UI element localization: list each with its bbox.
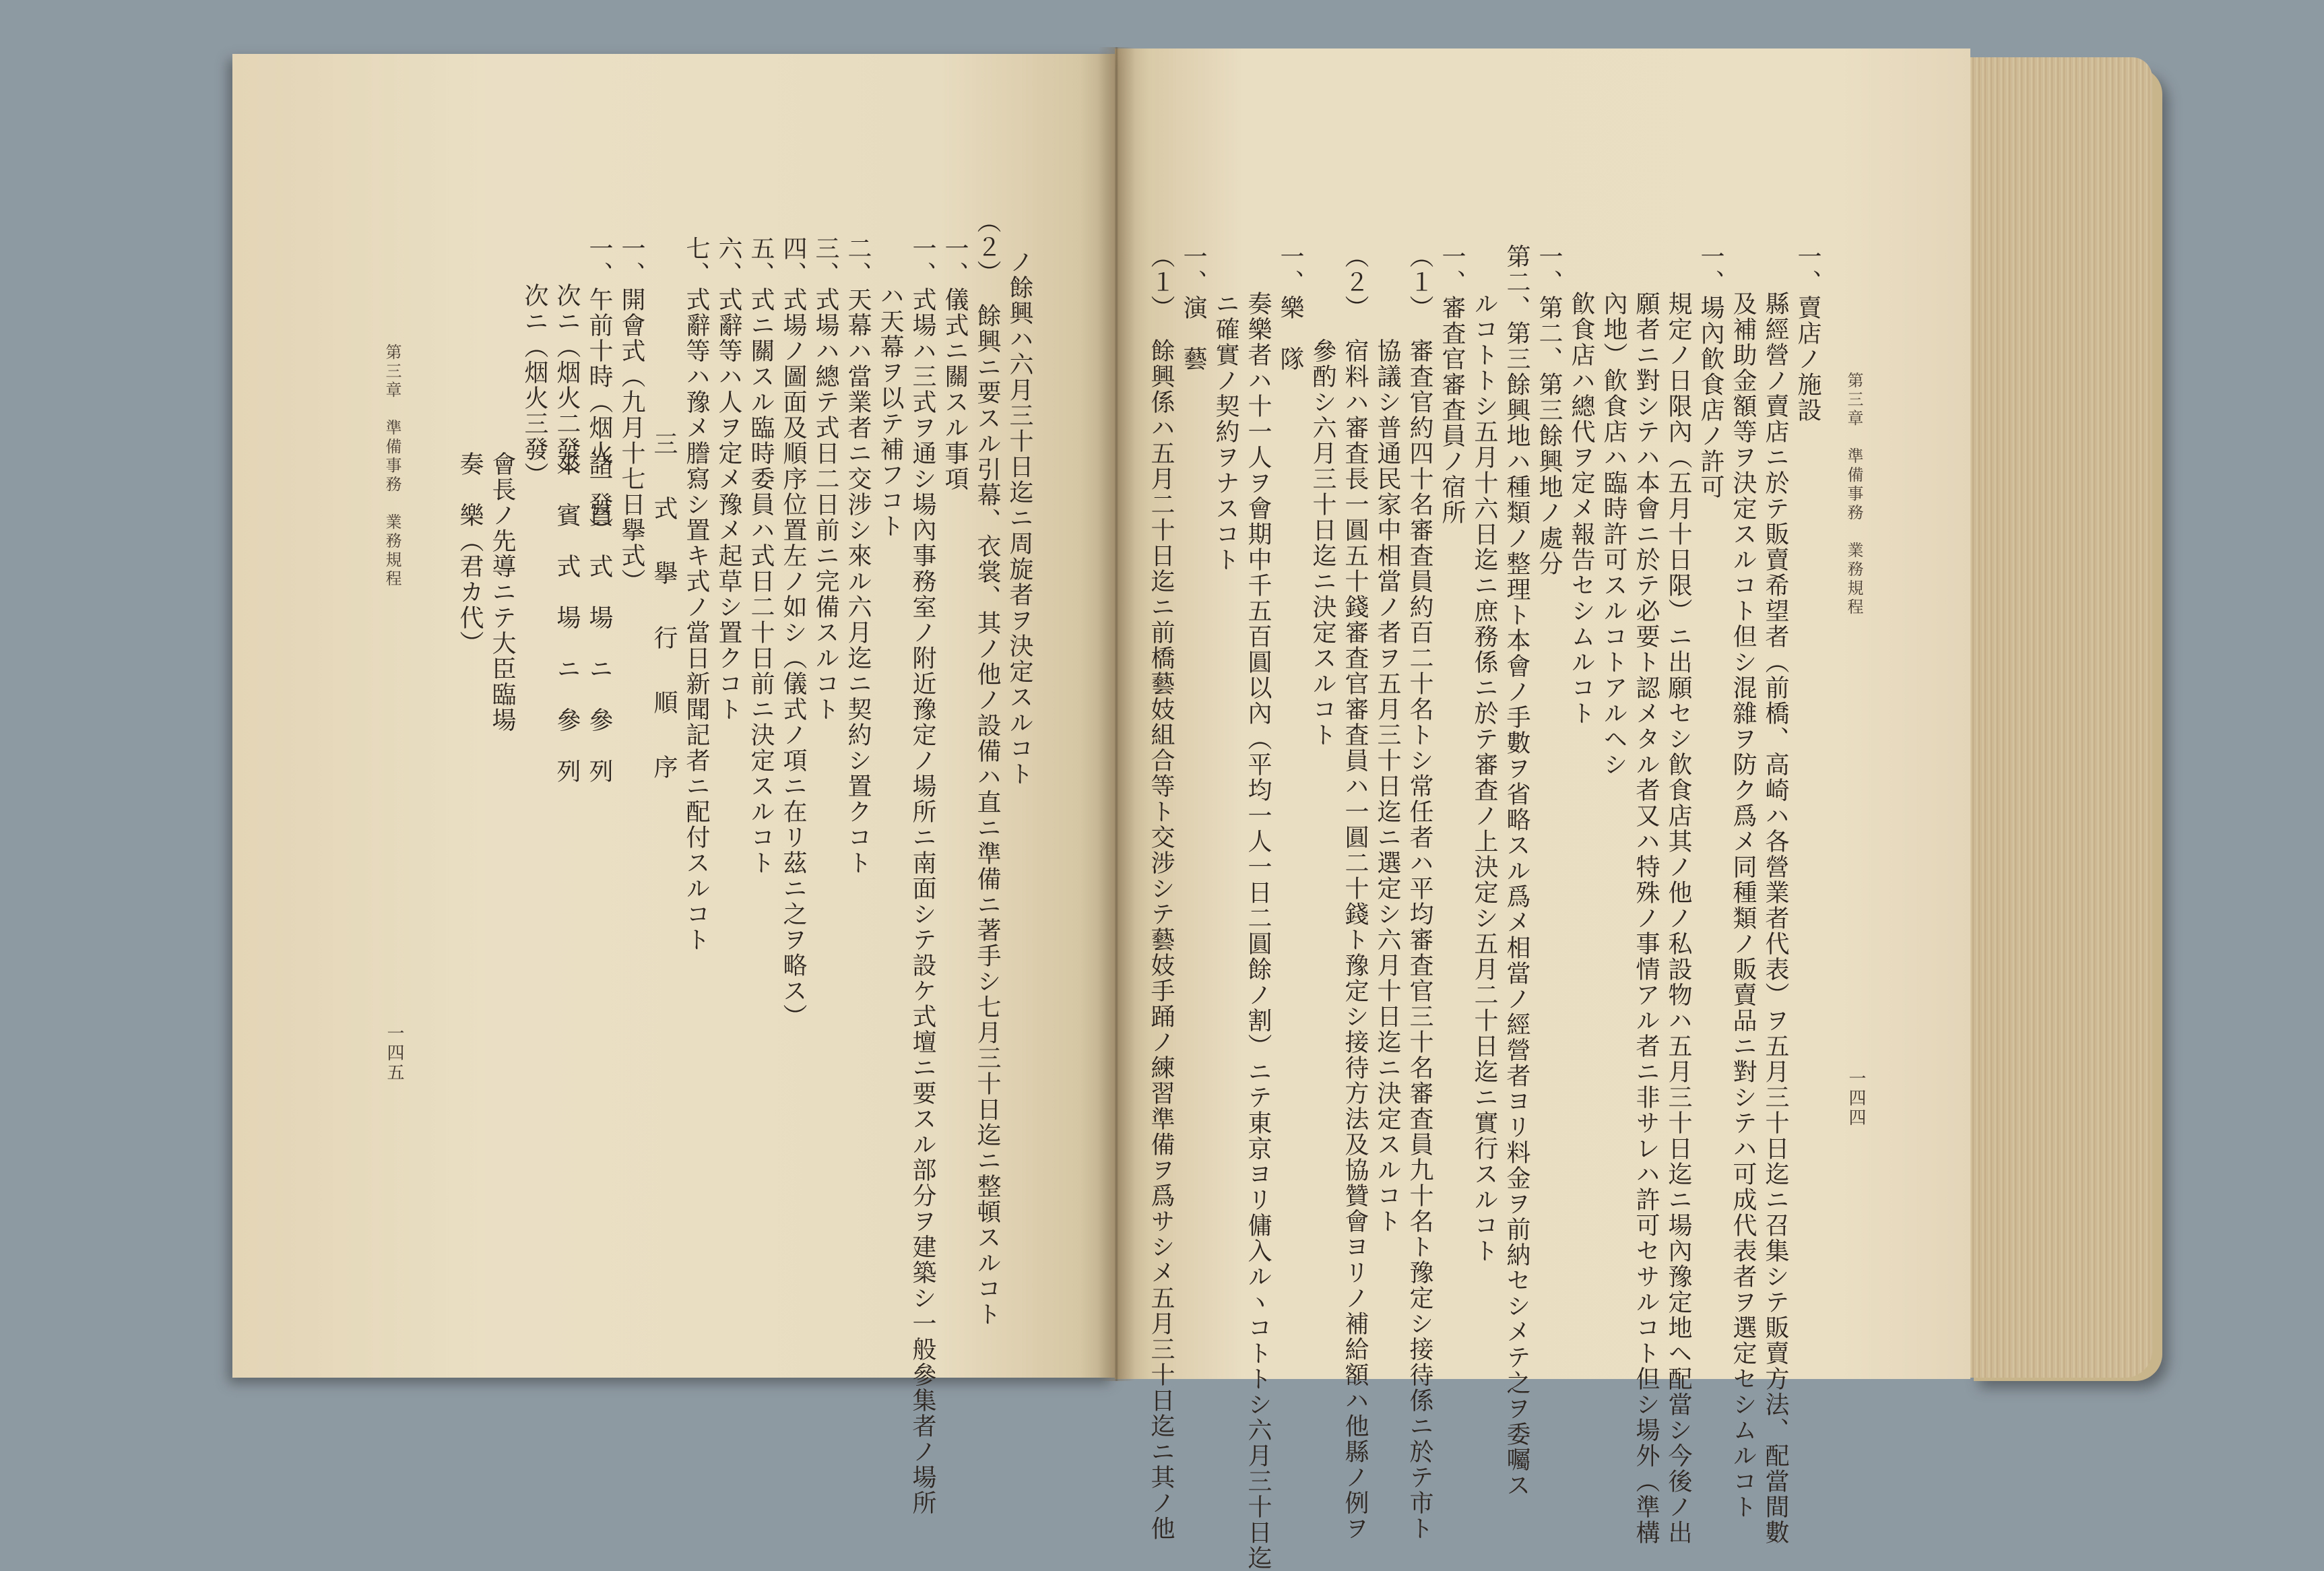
text-line-r11: 一、審査官審査員ノ宿所 bbox=[1438, 244, 1466, 525]
text-line-r6: 內地）飮食店ハ臨時許可スルコトアルヘシ bbox=[1600, 291, 1627, 777]
text-line-r5: 願者ニ對シテハ本會ニ於テ必要ト認メタル者又ハ特殊ノ事情アル者ニ非サレハ許可セサルコト但シ場外（準構 bbox=[1632, 291, 1660, 1545]
left-page bbox=[232, 54, 1115, 1516]
text-line-r10: ルコトトシ五月十六日迄ニ庶務係ニ於テ審査ノ上決定シ五月二十日迄ニ實行スルコト bbox=[1471, 291, 1498, 1264]
text-line-r13: 審査官約四十名審査員約百二十名トシ常任者ハ平均審査官三十名審査員九十名ト豫定シ接待係ニ於テ市ト bbox=[1406, 338, 1433, 1541]
text-line-l1: （２） bbox=[973, 209, 1001, 286]
text-line-l2: 餘興ニ要スル引幕、衣裳、其ノ他ノ設備ハ直ニ準備ニ著手シ七月三十日迄ニ整頓スルコト bbox=[973, 303, 1001, 1327]
left-page-number: 一四五 bbox=[384, 1024, 404, 1083]
text-line-r8: 一、第二、第三餘興地ノ處分 bbox=[1535, 244, 1563, 577]
right-page-header: 第三章 準備事務 業務規程 bbox=[1844, 372, 1863, 617]
text-line-r12: （１） bbox=[1406, 244, 1433, 321]
text-line-r19: 奏樂者ハ十一人ヲ會期中千五百圓以內（平均一人一日二圓餘ノ割）ニテ東京ヨリ傭入ルヽコトトシ六月三十日迄 bbox=[1244, 291, 1272, 1571]
text-line-r18: 一、樂 隊 bbox=[1277, 244, 1304, 372]
text-line-r17: 參酌シ六月三十日迄ニ決定スルコト bbox=[1309, 338, 1336, 748]
text-line-r21: 一、演 藝 bbox=[1180, 244, 1207, 372]
text-line-l10: 六、式辭等ハ人ヲ定メ豫メ起草シ置クコト bbox=[715, 236, 742, 722]
text-line-r4: 規定ノ日限內（五月十日限）ニ出願セシ飮食店其ノ他ノ私設物ハ五月三十日迄ニ場內豫定地ヘ配當シ今後ノ出 bbox=[1665, 291, 1692, 1545]
text-line-l3: 一、儀式ニ關スル事項 bbox=[941, 236, 969, 492]
text-line-l18: 次ニ（烟火三發） bbox=[521, 283, 548, 488]
text-line-l7: 三、式場ハ總テ式日二日前ニ完備スルコト bbox=[812, 236, 839, 722]
text-line-l17: 來 賓 式 場 ニ 參 列 bbox=[553, 451, 581, 784]
text-line-l9: 五、式ニ關スル臨時委員ハ式日二十日前ニ決定スルコト bbox=[747, 236, 775, 876]
text-line-r2: 及補助金額等ヲ決定スルコト但シ混雜ヲ防ク爲メ同種類ノ販賣品ニ對シテハ可成代表者ヲ選定セシムルコト bbox=[1729, 291, 1757, 1520]
text-line-l16: 次ニ（烟火二發） bbox=[553, 283, 581, 488]
text-line-l5: ハ天幕ヲ以テ補フコト bbox=[876, 283, 904, 539]
section-heading-ceremony-order: 三 式 擧 行 順 序 bbox=[650, 431, 678, 787]
text-line-r22: （１） bbox=[1147, 244, 1175, 321]
text-line-l6: 二、天幕ハ當業者ニ交涉シ來ル六月迄ニ契約シ置クコト bbox=[844, 236, 872, 876]
book-gutter bbox=[1098, 47, 1135, 1381]
text-line-r14: 協議シ普通民家中相當ノ者ヲ五月三十日迄ニ選定シ六月十日迄ニ決定スルコト bbox=[1374, 338, 1401, 1234]
text-line-l8: 四、式場ノ圖面及順序位置左ノ如シ（儀式ノ項ニ在リ茲ニ之ヲ略ス） bbox=[779, 236, 807, 1029]
text-line-l14: 一、午前十時（烟火一發） bbox=[585, 236, 613, 543]
text-line-l15: 諸 員 式 場 ニ 參 列 bbox=[585, 451, 613, 784]
text-line-r3: 一、場內飮食店ノ許可 bbox=[1697, 244, 1724, 500]
text-line-l19: 會長ノ先導ニテ大臣臨場 bbox=[488, 451, 516, 733]
text-line-r7: 飮食店ハ總代ヲ定メ報告セシムルコト bbox=[1568, 291, 1595, 726]
text-line-r16: 宿料ハ審査長一圓五十錢審査官審査員ハ一圓二十錢ト豫定シ接待方法及協贊會ヨリノ補給額ハ他縣ノ例ヲ bbox=[1341, 338, 1369, 1541]
right-page bbox=[1115, 49, 1970, 1571]
text-line-r20: ニ確實ノ契約ヲナスコト bbox=[1212, 291, 1239, 573]
text-line-r1: 縣經營ノ賣店ニ於テ販賣希望者（前橋、高崎ハ各營業者代表）ヲ五月三十日迄ニ召集シテ販賣方法、配當間數 bbox=[1762, 291, 1789, 1545]
text-line-r23: 餘興係ハ五月二十日迄ニ前橋藝妓組合等ト交涉シテ藝妓手踊ノ練習準備ヲ爲サシメ五月三十日迄ニ其ノ他 bbox=[1147, 338, 1175, 1541]
left-page-footer: 第三章 準備事務 業務規程 bbox=[383, 344, 401, 589]
text-line-r15: （２） bbox=[1341, 244, 1369, 321]
text-line-l20: 奏 樂（君カ代） bbox=[456, 451, 484, 656]
page-edges bbox=[1957, 57, 2152, 1378]
text-line-l0: ノ餘興ハ六月三十日迄ニ周旋者ヲ決定スルコト bbox=[1006, 249, 1033, 787]
text-line-r9: 第二、第三餘興地ハ種類ノ整理ト本會ノ手數ヲ省略スル爲メ相當ノ經營者ヨリ料金ヲ前納セシメテ之ヲ委囑ス bbox=[1503, 244, 1530, 1498]
right-page-number: 一四四 bbox=[1846, 1069, 1866, 1128]
text-line-l11: 七、式辭等ハ豫メ謄寫シ置キ式ノ當日新聞記者ニ配付スルコト bbox=[682, 236, 710, 953]
text-line-l13: 一、開會式（九月十七日擧式） bbox=[618, 236, 645, 594]
text-line-r0: 一、賣店ノ施設 bbox=[1794, 244, 1821, 423]
text-line-l4: 一、式場ハ三式ヲ通シ場內事務室ノ附近豫定ノ場所ニ南面シテ設ケ式壇ニ要スル部分ヲ建築シ一般參集者ノ場所 bbox=[909, 236, 936, 1516]
